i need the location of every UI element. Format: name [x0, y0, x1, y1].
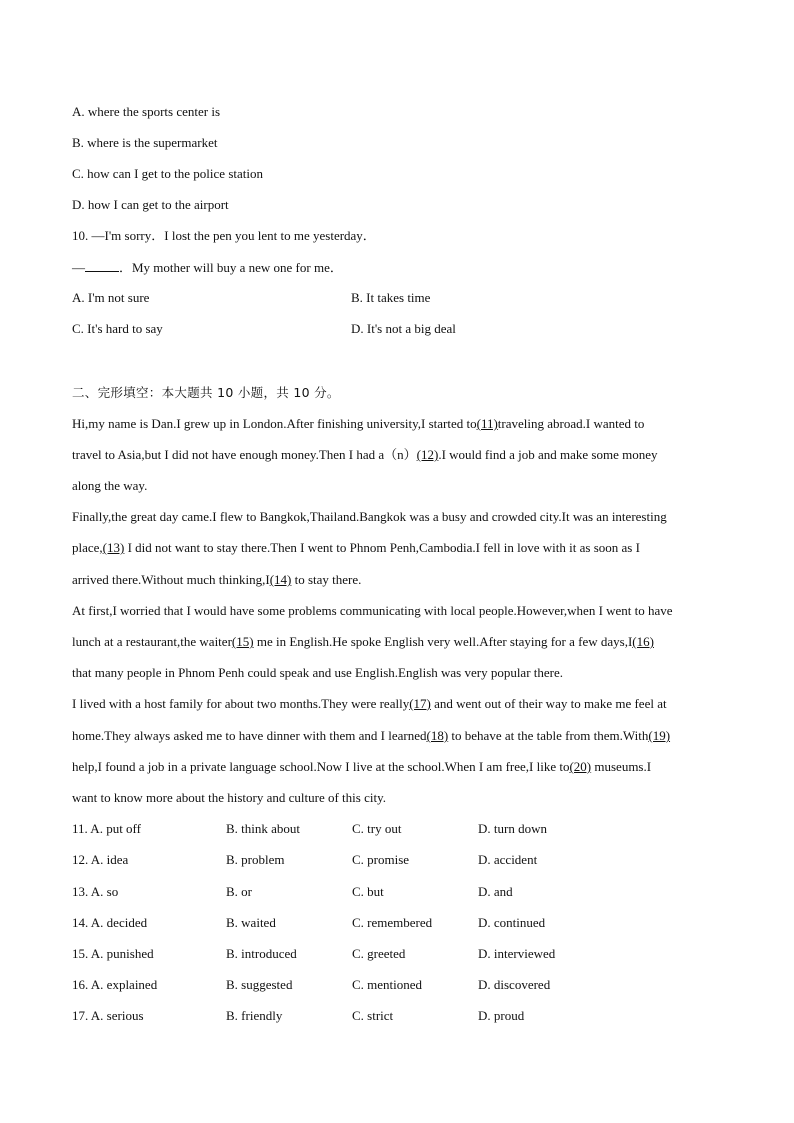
- option-c: C. promise: [352, 852, 410, 867]
- passage-text: to stay there.: [291, 572, 362, 587]
- option-d: D. proud: [478, 1008, 525, 1023]
- option-b: B. think about: [226, 821, 301, 836]
- passage-line: [72, 447, 658, 463]
- q9-option-d: D. how I can get to the airport: [72, 197, 229, 212]
- blank-number: (13): [102, 540, 125, 555]
- option-d: D. and: [478, 884, 513, 899]
- q10-reply-suffix: ．My mother will buy a new one for me．: [119, 260, 343, 275]
- blank-number: (15): [231, 634, 254, 649]
- blank-number: (17): [409, 696, 431, 711]
- q9-option-b: B. where is the supermarket: [72, 135, 218, 150]
- passage-line: [72, 572, 361, 588]
- passage-line: that many people in Phnom Penh could speak and use English.English was very popular there.: [72, 665, 564, 680]
- passage-line: want to know more about the history and culture of this city.: [72, 790, 386, 805]
- blank-number: (12): [416, 447, 439, 462]
- blank-number: (20): [569, 759, 592, 774]
- passage-text: arrived there.Without much thinking,I: [72, 572, 270, 587]
- option-d: D. continued: [478, 915, 546, 930]
- option-a: 14. A. decided: [72, 915, 148, 930]
- option-d: D. accident: [478, 852, 538, 867]
- passage-text: travel to Asia,but I did not have enough money.Then I had a（n）: [72, 447, 417, 462]
- option-d: D. interviewed: [478, 946, 556, 961]
- passage-text: place,: [72, 540, 103, 555]
- blank-number: (18): [426, 728, 449, 743]
- answer-blank: [85, 259, 119, 272]
- q10-stem: 10. —I'm sorry．I lost the pen you lent to me yesterday．: [72, 228, 376, 243]
- option-a: 13. A. so: [72, 884, 119, 899]
- blank-number: (16): [632, 634, 654, 649]
- passage-text: me in English.He spoke English very well.After staying for a few days,I: [253, 634, 633, 649]
- passage-text: Hi,my name is Dan.I grew up in London.After finishing university,I started to: [72, 416, 477, 431]
- q9-option-c: C. how can I get to the police station: [72, 166, 263, 181]
- option-b: B. or: [226, 884, 252, 899]
- option-c: C. but: [352, 884, 384, 899]
- passage-text: .I would find a job and make some money: [438, 447, 658, 462]
- passage-line: [72, 540, 640, 556]
- option-b: B. problem: [226, 852, 285, 867]
- passage-line: Finally,the great day came.I flew to Bangkok,Thailand.Bangkok was a busy and crowded city.It was an interesting: [72, 509, 667, 524]
- option-b: B. waited: [226, 915, 276, 930]
- q10-reply-prefix: —: [72, 260, 85, 275]
- passage-line: along the way.: [72, 478, 148, 493]
- q10-option-b: B. It takes time: [351, 290, 431, 305]
- q10-option-a: A. I'm not sure: [72, 290, 150, 305]
- passage-text: lunch at a restaurant,the waiter: [72, 634, 232, 649]
- option-d: D. turn down: [478, 821, 547, 836]
- option-a: 16. A. explained: [72, 977, 158, 992]
- option-d: D. discovered: [478, 977, 551, 992]
- passage-line: [72, 759, 651, 775]
- option-c: C. mentioned: [352, 977, 423, 992]
- passage-text: to behave at the table from them.With: [448, 728, 649, 743]
- passage-line: [72, 416, 644, 432]
- option-a: 12. A. idea: [72, 852, 129, 867]
- q10-option-c: C. It's hard to say: [72, 321, 163, 336]
- passage-text: I lived with a host family for about two months.They were really: [72, 696, 410, 711]
- passage-text: home.They always asked me to have dinner with them and I learned: [72, 728, 427, 743]
- option-a: 11. A. put off: [72, 821, 141, 836]
- option-c: C. strict: [352, 1008, 394, 1023]
- passage-text: I did not want to stay there.Then I went to Phnom Penh,Cambodia.I fell in love with it as soon as I: [124, 540, 640, 555]
- passage-text: traveling abroad.I wanted to: [497, 416, 645, 431]
- blank-number: (11): [476, 416, 498, 431]
- passage-line: [72, 728, 670, 744]
- section-title: 二、完形填空：本大题共 10 小题，共 10 分。: [72, 385, 340, 400]
- option-b: B. friendly: [226, 1008, 283, 1023]
- blank-number: (19): [648, 728, 671, 743]
- q9-option-a: A. where the sports center is: [72, 104, 221, 119]
- option-a: 15. A. punished: [72, 946, 154, 961]
- option-b: B. introduced: [226, 946, 297, 961]
- blank-number: (14): [269, 572, 292, 587]
- passage-text: museums.I: [591, 759, 652, 774]
- option-b: B. suggested: [226, 977, 293, 992]
- q10-option-d: D. It's not a big deal: [351, 321, 456, 336]
- option-c: C. try out: [352, 821, 402, 836]
- option-c: C. greeted: [352, 946, 406, 961]
- option-a: 17. A. serious: [72, 1008, 144, 1023]
- q10-reply: [72, 259, 343, 276]
- passage-line: At first,I worried that I would have some problems communicating with local people.However,when I went to have: [72, 603, 673, 618]
- passage-text: and went out of their way to make me feel at: [430, 696, 667, 711]
- passage-text: help,I found a job in a private language school.Now I live at the school.When I am free,I like to: [72, 759, 570, 774]
- passage-line: [72, 696, 667, 712]
- option-c: C. remembered: [352, 915, 433, 930]
- passage-line: [72, 634, 654, 650]
